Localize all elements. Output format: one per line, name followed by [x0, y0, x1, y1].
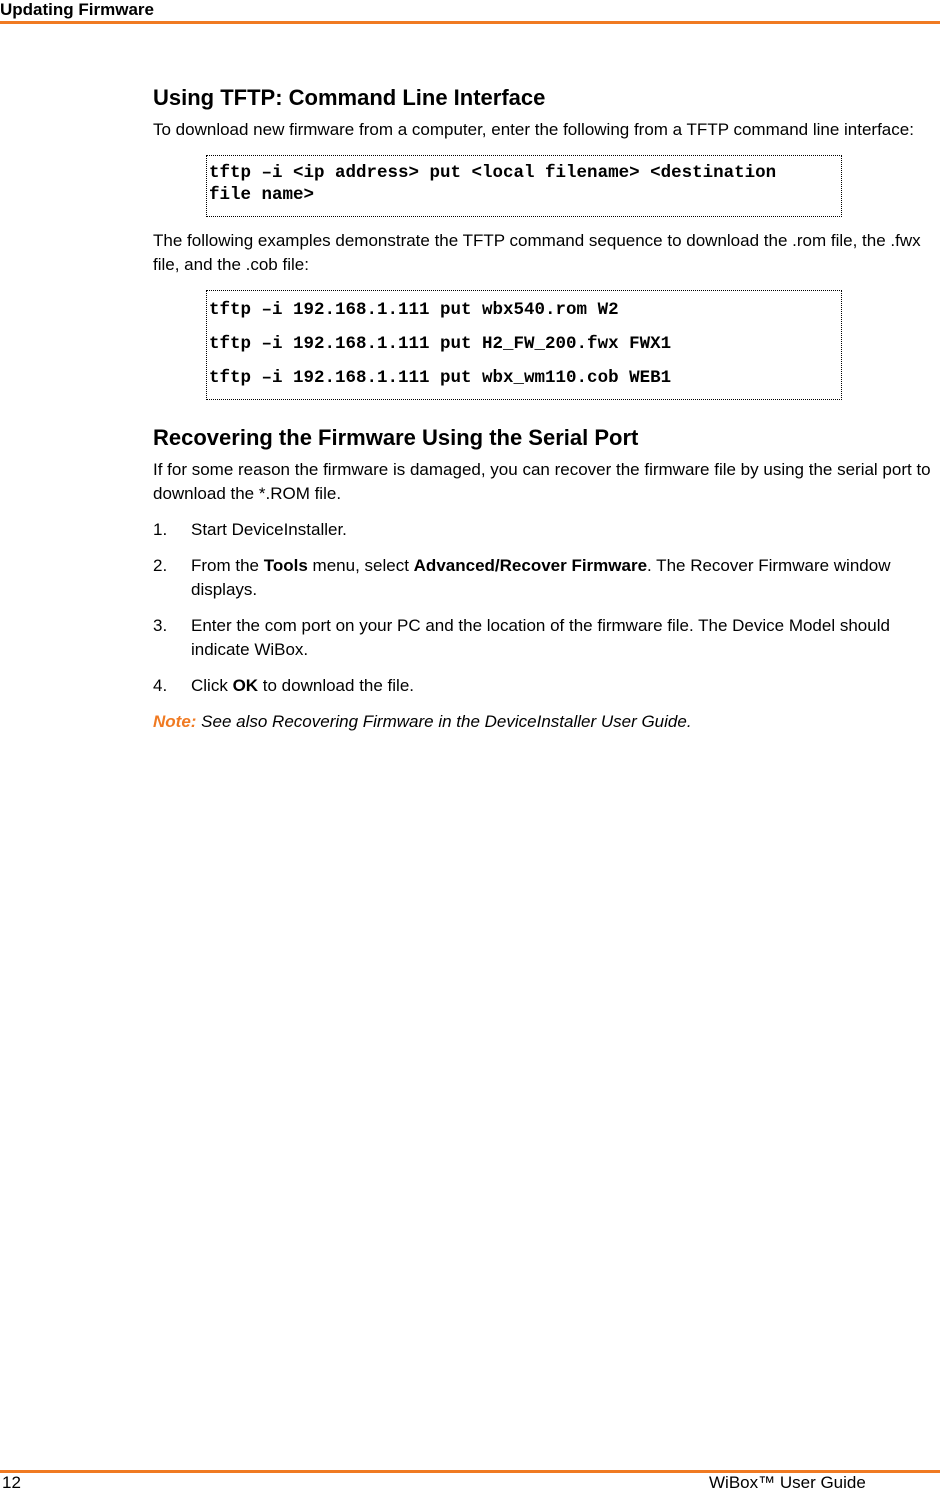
tftp-syntax-box — [206, 155, 842, 217]
page-number: 12 — [2, 1473, 21, 1492]
note-label: Note: — [153, 712, 197, 731]
code-line: tftp –i 192.168.1.111 put wbx540.rom W2 — [209, 300, 619, 320]
recover-firmware-term: Advanced/Recover Firmware — [413, 556, 648, 575]
section-heading-recovery: Recovering the Firmware Using the Serial Port — [153, 425, 639, 450]
step-number: 2. — [153, 556, 168, 575]
code-line: tftp –i 192.168.1.111 put H2_FW_200.fwx FWX1 — [209, 334, 672, 354]
tftp-intro-paragraph: To download new firmware from a computer, enter the following from a TFTP command line interface: — [153, 120, 914, 139]
guide-title: WiBox™ User Guide — [709, 1473, 866, 1492]
step-text: Start DeviceInstaller. — [191, 520, 347, 539]
running-header: Updating Firmware — [0, 0, 154, 19]
tools-menu-term: Tools — [263, 556, 308, 575]
step-text: Enter the com port on your PC and the location of the firmware file. The Device Model should indicate WiBox. — [191, 616, 890, 659]
step-text-mid: menu, select — [307, 556, 414, 575]
step-number: 4. — [153, 676, 168, 695]
list-item — [153, 554, 935, 602]
list-item — [153, 614, 935, 662]
code-line: tftp –i <ip address> put <local filename> <destination — [209, 163, 777, 183]
note-text: See also Recovering Firmware in the DeviceInstaller User Guide. — [196, 712, 692, 731]
tftp-examples-box — [206, 290, 842, 400]
recovery-steps-list — [153, 518, 935, 698]
step-number: 3. — [153, 616, 168, 635]
code-line: file name> — [209, 185, 315, 205]
code-line: tftp –i 192.168.1.111 put wbx_wm110.cob WEB1 — [209, 368, 672, 388]
examples-intro-paragraph: The following examples demonstrate the TFTP command sequence to download the .rom file, the .fwx file, and the .cob file: — [153, 231, 921, 274]
step-text-pre: From the — [191, 556, 264, 575]
ok-button-term: OK — [232, 676, 259, 695]
step-text-pre: Click — [191, 676, 233, 695]
step-number: 1. — [153, 520, 168, 539]
list-item — [153, 674, 935, 698]
page-content — [153, 84, 935, 734]
recovery-intro-paragraph: If for some reason the firmware is damaged, you can recover the firmware file by using the serial port to download the *.ROM file. — [153, 460, 931, 503]
note-paragraph — [153, 710, 935, 734]
step-text-post: . The Recover Firmware window displays. — [191, 556, 891, 599]
list-item — [153, 518, 935, 542]
header-rule — [0, 21, 940, 24]
step-text-post: to download the file. — [258, 676, 415, 695]
section-heading-tftp: Using TFTP: Command Line Interface — [153, 85, 546, 110]
